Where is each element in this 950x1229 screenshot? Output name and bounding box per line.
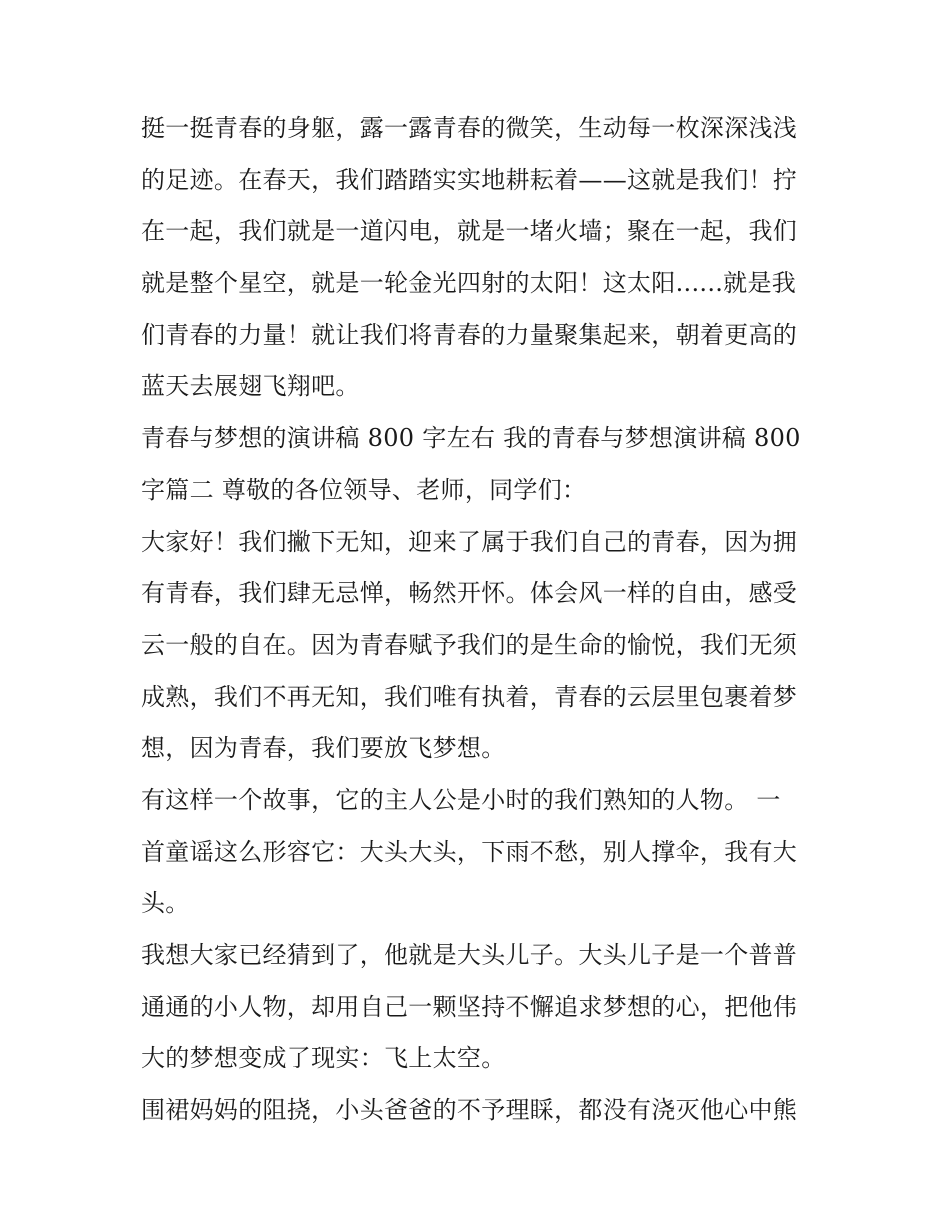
text-line: 大的梦想变成了现实：飞上太空。 [141, 1044, 506, 1073]
text-line: 我想大家已经猜到了，他就是大头儿子。大头儿子是一个普普 [141, 941, 798, 969]
text-line: 在一起，我们就是一道闪电，就是一堵火墙；聚在一起，我们 [141, 217, 798, 246]
text-line: 围裙妈妈的阻挠，小头爸爸的不予理睬，都没有浇灭他心中熊 [141, 1096, 798, 1125]
section-heading-line: 字篇二 尊敬的各位领导、老师，同学们： [141, 475, 587, 504]
text-line: 有这样一个故事，它的主人公是小时的我们熟知的人物。 一 [141, 785, 781, 814]
text-line: 大家好！我们撇下无知，迎来了属于我们自己的青春，因为拥 [141, 527, 798, 556]
text-line: 挺一挺青春的身躯，露一露青春的微笑，生动每一枚深深浅浅 [141, 114, 798, 142]
text-line: 首童谣这么形容它：大头大头，下雨不愁，别人撑伞，我有大 [141, 837, 798, 866]
text-line: 的足迹。在春天，我们踏踏实实地耕耘着——这就是我们！拧 [141, 165, 798, 194]
text-line: 有青春，我们肆无忌惮，畅然开怀。体会风一样的自由，感受 [141, 579, 798, 608]
section-heading-line: 青春与梦想的演讲稿 800 字左右 我的青春与梦想演讲稿 800 [141, 424, 801, 453]
text-line: 通通的小人物，却用自己一颗坚持不懈追求梦想的心，把他伟 [141, 992, 798, 1021]
text-line: 蓝天去展翅飞翔吧。 [141, 372, 360, 401]
text-line: 们青春的力量！就让我们将青春的力量聚集起来，朝着更高的 [141, 320, 798, 349]
text-line: 就是整个星空，就是一轮金光四射的太阳！这太阳......就是我 [141, 269, 797, 298]
text-line: 想，因为青春，我们要放飞梦想。 [141, 734, 506, 763]
text-line: 云一般的自在。因为青春赋予我们的是生命的愉悦，我们无须 [141, 630, 798, 659]
document-body [141, 103, 813, 1137]
text-line: 头。 [141, 889, 190, 918]
text-line: 成熟，我们不再无知，我们唯有执着，青春的云层里包裹着梦 [141, 682, 798, 711]
